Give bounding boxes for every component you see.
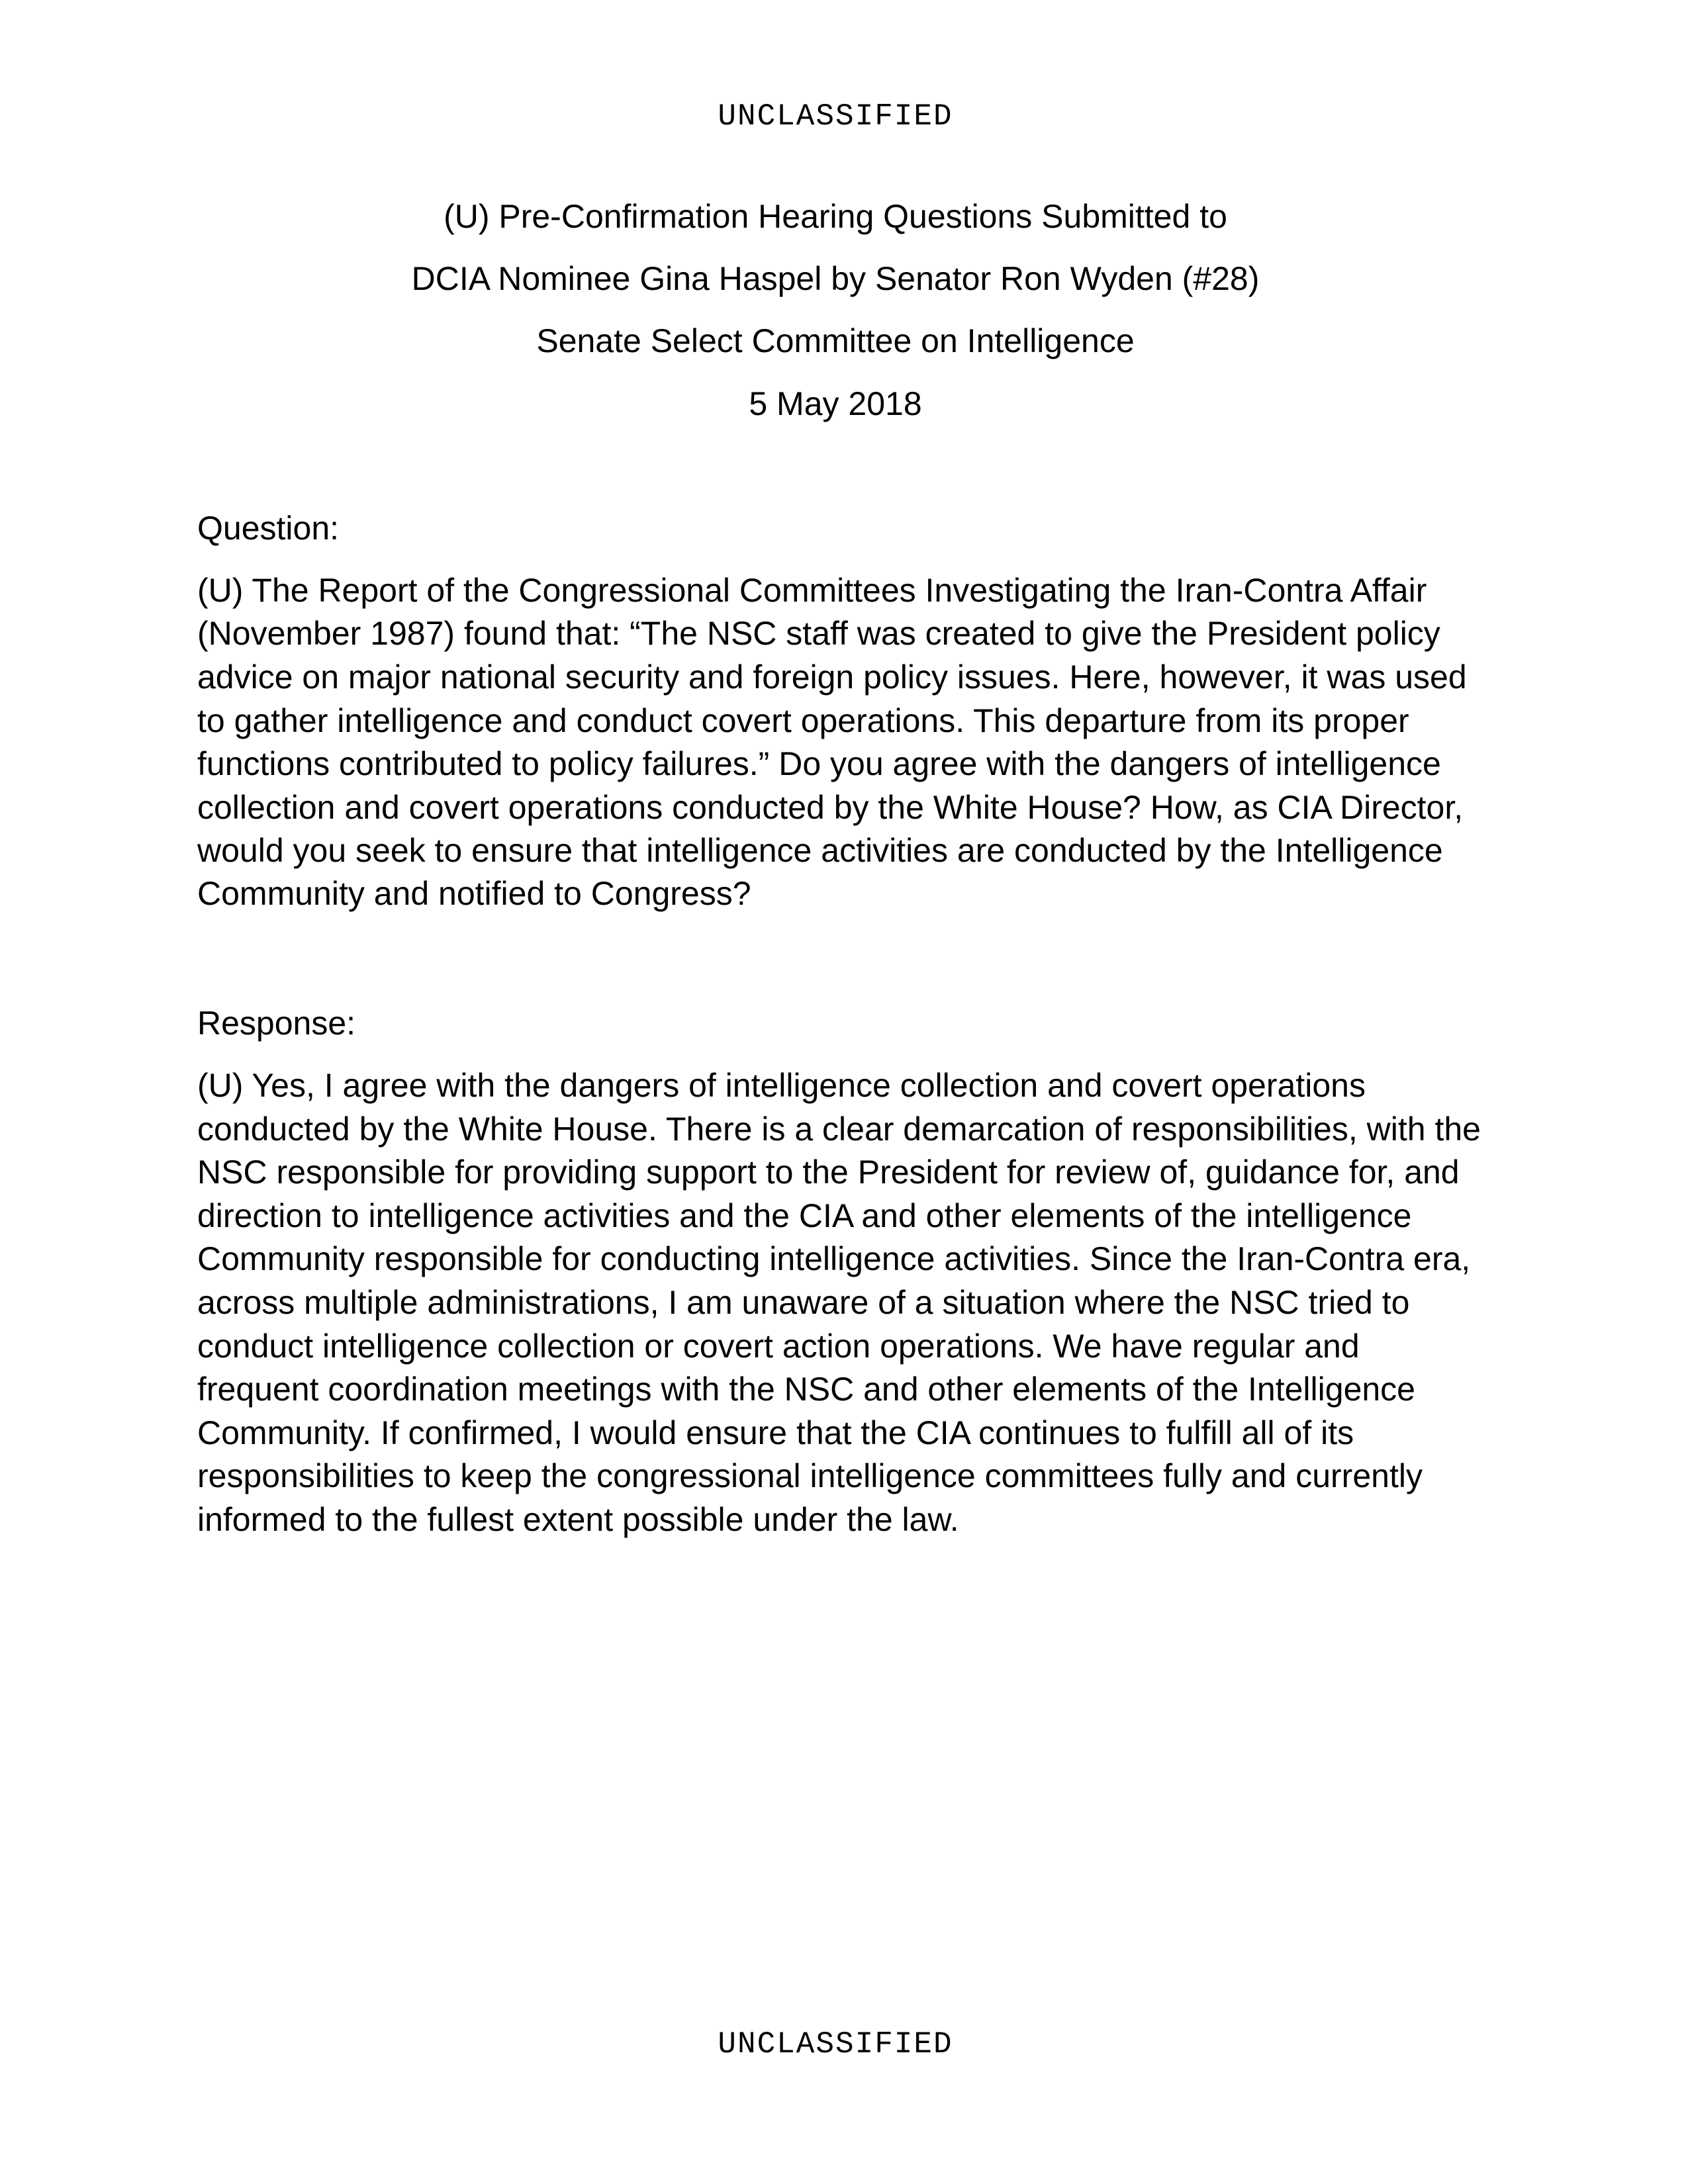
response-line: informed to the fullest extent possible under the law. xyxy=(197,1501,959,1538)
title-line-4: 5 May 2018 xyxy=(749,385,922,422)
response-line: direction to intelligence activities and the CIA and other elements of the intelligence xyxy=(197,1197,1412,1234)
question-line: would you seek to ensure that intelligence activities are conducted by the Intelligence xyxy=(197,832,1443,869)
response-line: Community responsible for conducting intelligence activities. Since the Iran-Contra era, xyxy=(197,1240,1471,1277)
title-line-1: (U) Pre-Confirmation Hearing Questions Submitted to xyxy=(444,198,1227,235)
response-line: responsibilities to keep the congressional intelligence committees fully and currently xyxy=(197,1457,1423,1494)
title-line-3: Senate Select Committee on Intelligence xyxy=(536,322,1135,359)
question-line: to gather intelligence and conduct covert operations. This departure from its proper xyxy=(197,702,1409,739)
question-line: (U) The Report of the Congressional Committees Investigating the Iran-Contra Affair xyxy=(197,572,1427,609)
question-line: functions contributed to policy failures.” Do you agree with the dangers of intelligence xyxy=(197,745,1441,782)
question-line: Community and notified to Congress? xyxy=(197,875,751,912)
classification-header: UNCLASSIFIED xyxy=(718,99,953,134)
classification-footer: UNCLASSIFIED xyxy=(718,2027,953,2062)
question-label: Question: xyxy=(197,510,340,547)
response-line: NSC responsible for providing support to the President for review of, guidance for, and xyxy=(197,1154,1460,1191)
title-line-2: DCIA Nominee Gina Haspel by Senator Ron Wyden (#28) xyxy=(411,260,1260,297)
response-label: Response: xyxy=(197,1005,356,1042)
question-line: collection and covert operations conducted by the White House? How, as CIA Director, xyxy=(197,789,1464,826)
response-line: conducted by the White House. There is a clear demarcation of responsibilities, with the xyxy=(197,1111,1481,1148)
question-line: (November 1987) found that: “The NSC staff was created to give the President policy xyxy=(197,615,1440,652)
response-line: (U) Yes, I agree with the dangers of intelligence collection and covert operations xyxy=(197,1067,1366,1104)
response-line: frequent coordination meetings with the NSC and other elements of the Intelligence xyxy=(197,1371,1415,1408)
response-line: Community. If confirmed, I would ensure that the CIA continues to fulfill all of its xyxy=(197,1414,1354,1451)
question-line: advice on major national security and foreign policy issues. Here, however, it was used xyxy=(197,659,1467,696)
response-line: across multiple administrations, I am unaware of a situation where the NSC tried to xyxy=(197,1284,1410,1321)
response-line: conduct intelligence collection or covert action operations. We have regular and xyxy=(197,1328,1360,1365)
